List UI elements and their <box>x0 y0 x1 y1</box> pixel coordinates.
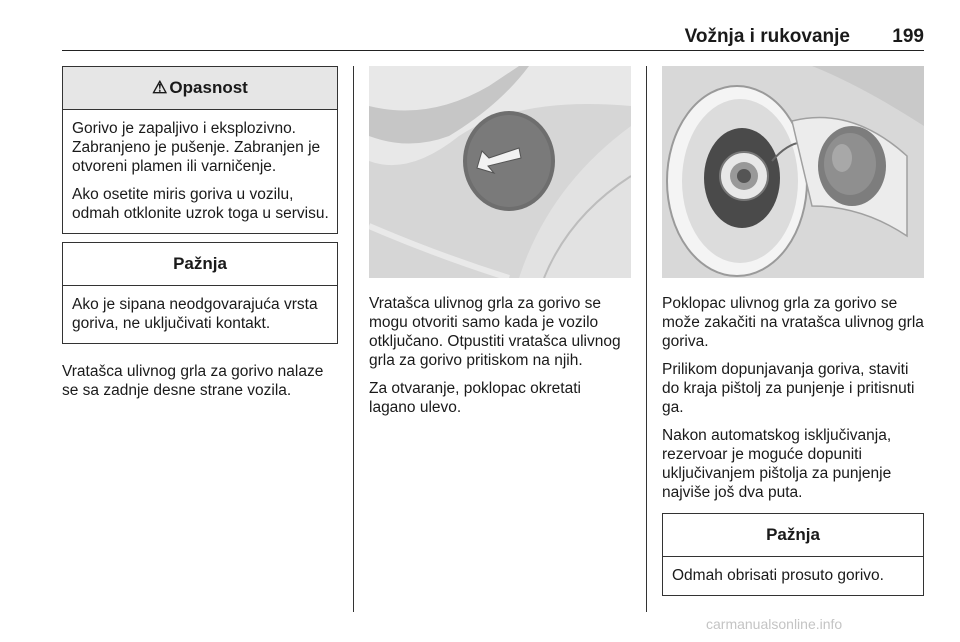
caution-box <box>662 513 924 596</box>
caution-box-title: Pažnja <box>63 243 337 286</box>
body-paragraph: Za otvaranje, poklopac okretati lagano ulevo. <box>369 380 581 416</box>
column-divider <box>646 66 647 612</box>
body-paragraph: Prilikom dopunjavanja goriva, staviti do kraja pištolj za punjenje i pritisnuti ga. <box>662 361 915 416</box>
danger-paragraph: Gorivo je zapaljivo i eksplozivno. Zabranjeno je pušenje. Zabranjen je otvoreni plamen ili varničenje. <box>72 120 321 175</box>
page-number: 199 <box>892 26 924 47</box>
danger-box-header <box>63 67 337 110</box>
danger-paragraph: Ako osetite miris goriva u vozilu, odmah otklonite uzrok toga u servisu. <box>72 186 329 222</box>
danger-box <box>62 66 338 234</box>
warning-triangle-icon: ⚠ <box>152 78 168 97</box>
body-paragraph: Vratašca ulivnog grla za gorivo se mogu otvoriti samo kada je vozilo otključano. Otpustiti vratašca ulivnog grla za gorivo pritiskom na njih. <box>369 295 621 369</box>
body-paragraph: Poklopac ulivnog grla za gorivo se može zakačiti na vratašca ulivnog grla goriva. <box>662 295 924 350</box>
caution-paragraph: Odmah obrisati prosuto gorivo. <box>672 567 884 584</box>
column-2 <box>369 66 631 426</box>
caution-paragraph: Ako je sipana neodgovarajuća vrsta goriva, ne uključivati kontakt. <box>72 296 318 332</box>
fuel-door-illustration <box>369 66 631 278</box>
column-1 <box>62 66 338 409</box>
caution-box-title: Pažnja <box>663 514 923 557</box>
body-paragraph: Nakon automatskog isključivanja, rezervoar je moguće dopuniti uključivanjem pištolja za punjenje najviše još dva puta. <box>662 427 892 501</box>
danger-box-title: Opasnost <box>169 78 248 97</box>
page-header <box>62 24 924 51</box>
fuel-cap-illustration <box>662 66 924 278</box>
column-3 <box>662 66 924 596</box>
caution-box <box>62 242 338 344</box>
column-divider <box>353 66 354 612</box>
body-paragraph: Vratašca ulivnog grla za gorivo nalaze se sa zadnje desne strane vozila. <box>62 363 324 399</box>
watermark: carmanualsonline.info <box>706 616 843 632</box>
section-title: Vožnja i rukovanje <box>684 26 850 47</box>
